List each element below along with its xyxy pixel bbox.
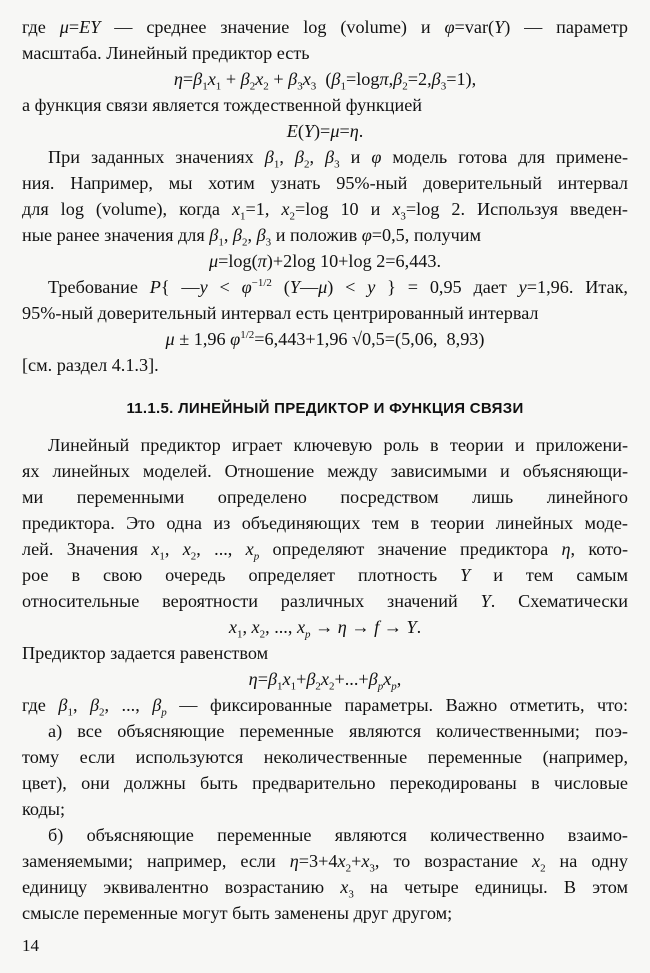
text-line: где μ=EY — среднее значение log (volume) и φ=var(Y) — параметр bbox=[22, 17, 628, 37]
text-line: тому если используются неколичественные переменные (например, bbox=[22, 747, 628, 767]
formula-mu-value: μ=log(π)+2log 10+log 2=6,443. bbox=[208, 251, 442, 271]
formula-predictor-general: $\eta=\beta_1x_1+\beta_2x_2+...+\beta_px_p$, bbox=[248, 669, 402, 693]
book-page bbox=[22, 0, 628, 973]
text-line: ми переменными определено посредством лишь линейного bbox=[22, 487, 628, 507]
text-line: где $\beta_1$, $\beta_2$, ..., $\beta_p$ — фиксированные параметры. Важно отметить, что: bbox=[22, 695, 628, 719]
text-line: предиктора. Это одна из объединяющих тем в теории линейных моде- bbox=[22, 513, 628, 533]
formula-confidence-interval: μ ± 1,96 $\varphi^{1/2}=6,443+1,96$ √0,5=(5,06, 8,93) bbox=[165, 328, 485, 349]
text-line: масштаба. Линейный предиктор есть bbox=[22, 43, 310, 63]
text-line: рое в свою очередь определяет плотность Y и тем самым bbox=[22, 565, 628, 585]
text-line: ния. Например, мы хотим узнать 95%-ный доверительный интервал bbox=[22, 173, 628, 193]
text-line: Требование P{ —y < $\varphi^{-1/2}$ (Y—μ) < y } = 0,95 дает y=1,96. Итак, bbox=[48, 276, 628, 297]
text-line: для log (volume), когда $x_1=1$, $x_2=\log$ 10 и $x_3=\log$ 2. Используя введен- bbox=[22, 199, 628, 223]
text-line: При заданных значениях $\beta_1$, $\beta_2$, $\beta_3$ и φ модель готова для примене- bbox=[48, 147, 629, 171]
text-line: б) объясняющие переменные являются количественно взаимо- bbox=[48, 825, 628, 845]
text-line: а) все объясняющие переменные являются количественными; поэ- bbox=[48, 721, 628, 741]
text-line: [см. раздел 4.1.3]. bbox=[22, 355, 159, 375]
section-heading: 11.1.5. ЛИНЕЙНЫЙ ПРЕДИКТОР И ФУНКЦИЯ СВЯЗИ bbox=[126, 400, 524, 417]
text-line: а функция связи является тождественной функцией bbox=[22, 95, 422, 115]
text-line: 95%-ный доверительный интервал есть центрированный интервал bbox=[22, 303, 539, 323]
text-line: единицу эквивалентно возрастанию $x_3$ на четыре единицы. В этом bbox=[22, 877, 629, 901]
text-line: заменяемыми; например, если $\eta=3+4x_2+x_3$, то возрастание $x_2$ на одну bbox=[22, 851, 628, 875]
text-line: Линейный предиктор играет ключевую роль в теории и приложени- bbox=[48, 435, 628, 455]
formula-scheme: $x_1$, $x_2$, ..., $x_p \to \eta \to f \to Y$. bbox=[228, 617, 422, 641]
text-line: Предиктор задается равенством bbox=[22, 643, 269, 663]
formula-identity-link: E(Y)=μ=η. bbox=[286, 121, 364, 141]
text-line: смысле переменные могут быть заменены друг другом; bbox=[22, 903, 453, 923]
text-line: цвет), они должны быть предварительно перекодированы в числовые bbox=[22, 773, 628, 793]
text-line: коды; bbox=[22, 799, 66, 819]
text-line: относительные вероятности различных значений Y. Схематически bbox=[22, 591, 628, 611]
text-line: ные ранее значения для $\beta_1$, $\beta_2$, $\beta_3$ и положив φ=0,5, получим bbox=[22, 225, 482, 249]
page-number: 14 bbox=[22, 936, 39, 955]
text-line: лей. Значения $x_1$, $x_2$, ..., $x_p$ определяют значение предиктора η, кото- bbox=[22, 539, 629, 563]
formula-linear-predictor: $\eta=\beta_1x_1 + \beta_2x_2 + \beta_3x_3$ $(\beta_1=\log\pi,\beta_2=2,\beta_3=1)$, bbox=[173, 69, 477, 93]
text-line: ях линейных моделей. Отношение между зависимыми и объясняющи- bbox=[22, 461, 628, 481]
